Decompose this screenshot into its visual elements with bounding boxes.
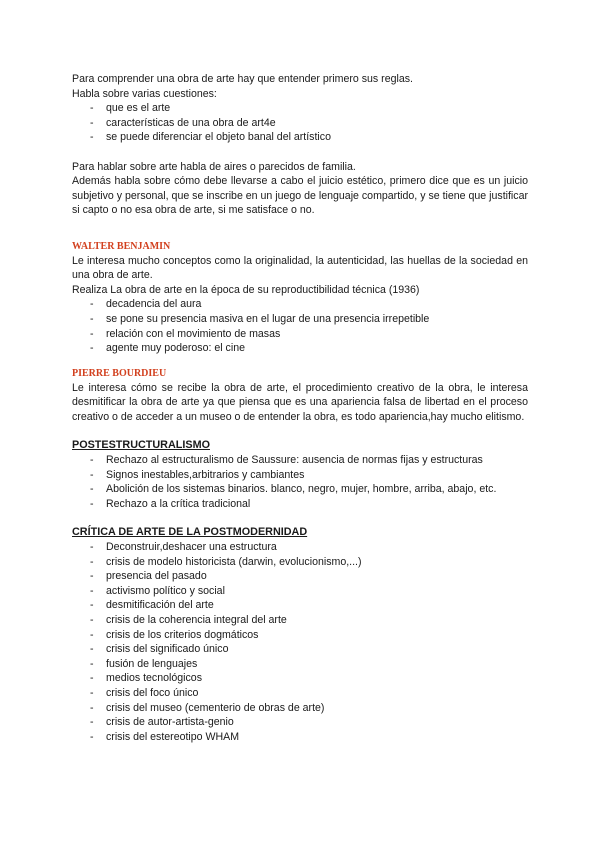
intro-line-1: Para comprender una obra de arte hay que entender primero sus reglas. [72, 73, 413, 85]
dash-bullet: - [90, 312, 94, 325]
dash-bullet: - [90, 327, 94, 340]
list-item: - desmitificación del arte [90, 599, 214, 612]
dash-bullet: - [90, 483, 94, 496]
list-item: - crisis de los criterios dogmáticos [90, 628, 259, 641]
list-item: - que es el arte [90, 102, 171, 115]
list-item: - Rechazo al estructuralismo de Saussure: ausencia de normas fijas y estructuras [90, 454, 483, 467]
list-item: - se pone su presencia masiva en el lugar de una presencia irrepetible [90, 312, 430, 325]
list-item: - crisis de modelo historicista (darwin, evolucionismo,...) [90, 555, 362, 568]
list-item: - crisis del foco único [90, 686, 199, 699]
dash-bullet: - [90, 131, 94, 144]
list-item: - fusión de lenguajes [90, 657, 198, 670]
dash-bullet: - [90, 497, 94, 510]
dash-bullet: - [90, 657, 94, 670]
benjamin-paragraph-1: Le interesa mucho conceptos como la originalidad, la autenticidad, las huellas de la sociedad en una obra de arte. [72, 254, 528, 282]
dash-bullet: - [90, 116, 94, 129]
dash-bullet: - [90, 599, 94, 612]
heading-critica-de-arte: CRÍTICA DE ARTE DE LA POSTMODERNIDAD [72, 526, 308, 539]
dash-bullet: - [90, 454, 94, 467]
list-item: - crisis del museo (cementerio de obras de arte) [90, 701, 325, 714]
document-page [72, 72, 528, 744]
dash-bullet: - [90, 468, 94, 481]
dash-bullet: - [90, 555, 94, 568]
heading-postestructuralismo: POSTESTRUCTURALISMO [72, 439, 210, 452]
intro-line-2: Habla sobre varias cuestiones: [72, 87, 217, 100]
dash-bullet: - [90, 730, 94, 743]
list-item: - crisis de autor-artista-genio [90, 716, 234, 729]
list-item: - medios tecnológicos [90, 672, 202, 685]
dash-bullet: - [90, 614, 94, 626]
list-item: - crisis del significado único [90, 643, 229, 656]
dash-bullet: - [90, 628, 94, 641]
list-item: - Abolición de los sistemas binarios. blanco, negro, mujer, hombre, arriba, abajo, etc. [90, 483, 497, 496]
dash-bullet: - [90, 570, 94, 583]
dash-bullet: - [90, 716, 94, 729]
dash-bullet: - [90, 342, 94, 355]
list-item: - agente muy poderoso: el cine [90, 342, 245, 355]
list-item: - crisis del estereotipo WHAM [90, 730, 240, 743]
list-item: - características de una obra de art4e [90, 116, 276, 129]
intro-paragraph-1: Para hablar sobre arte habla de aires o parecidos de familia. [72, 160, 356, 173]
list-item: - Rechazo a la crítica tradicional [90, 497, 251, 510]
dash-bullet: - [90, 541, 94, 554]
dash-bullet: - [90, 584, 94, 597]
list-item: - Deconstruir,deshacer una estructura [90, 541, 277, 554]
dash-bullet: - [90, 643, 94, 656]
heading-pierre-bourdieu: PIERRE BOURDIEU [72, 367, 167, 379]
benjamin-list [72, 297, 528, 355]
list-item: - Signos inestables,arbitrarios y cambiantes [90, 468, 305, 481]
intro-list [72, 101, 528, 145]
list-item: - decadencia del aura [90, 298, 202, 311]
dash-bullet: - [90, 701, 94, 714]
intro-paragraph-2: Además habla sobre cómo debe llevarse a cabo el juicio estético, primero dice que es un juicio subjetivo y personal, que se inscribe en un juego de lenguaje compartido, y se tiene que justificar si capto o no esa obra de arte, si me satisface o no. [72, 175, 528, 217]
dash-bullet: - [90, 686, 94, 699]
list-item: - presencia del pasado [90, 570, 207, 583]
bourdieu-paragraph: Le interesa cómo se recibe la obra de arte, el procedimiento creativo de la obra, le interesa desmitificar la obra de arte ya que piensa que es una apariencia falsa de libertad en el proceso creativo o de acceder a un museo o de entender la obra, es todo apariencia,hay mucho elitismo. [72, 381, 528, 423]
benjamin-paragraph-2: Realiza La obra de arte en la época de su reproductibilidad técnica (1936) [72, 283, 420, 296]
heading-walter-benjamin: WALTER BENJAMIN [72, 240, 171, 252]
list-item: - crisis de la coherencia integral del arte [90, 614, 287, 626]
dash-bullet: - [90, 298, 94, 311]
dash-bullet: - [90, 672, 94, 685]
dash-bullet: - [90, 102, 94, 115]
postestructuralismo-list [72, 453, 528, 511]
critica-list [72, 540, 528, 744]
list-item: - se puede diferenciar el objeto banal del artístico [90, 131, 331, 144]
list-item: - relación con el movimiento de masas [90, 327, 281, 340]
list-item: - activismo político y social [90, 584, 225, 597]
